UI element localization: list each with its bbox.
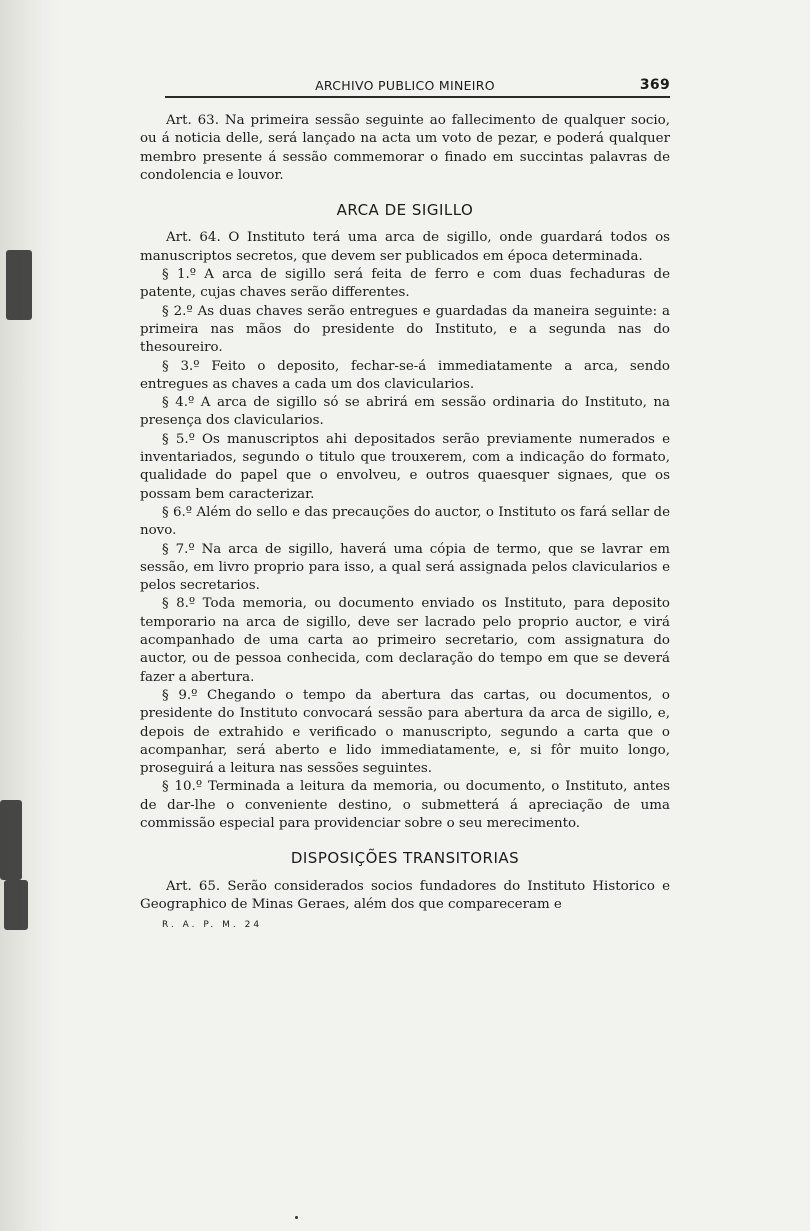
- section-heading-arca: ARCA DE SIGILLO: [336, 201, 474, 220]
- paragraph-9: § 9.º Chegando o tempo da abertura das cartas, ou documentos, o presidente do Instituto convocará sessão para abertura da arca de sigillo, e, depois de extrahido e verificado o manuscripto, segundo a carta que o acompanhar, será aberto e lido immediatamente, e, si fôr muito longo, proseguirá a leitura nas sessões seguintes.: [140, 687, 670, 777]
- paragraph-2: § 2.º As duas chaves serão entregues e guardadas da maneira seguinte: a primeira nas mãos do presidente do Instituto, e a segunda nas do thesoureiro.: [140, 303, 670, 356]
- section-heading-disposicoes: DISPOSIÇÕES TRANSITORIAS: [290, 849, 520, 868]
- paragraph-10: § 10.º Terminada a leitura da memoria, ou documento, o Instituto, antes de dar-lhe o conveniente destino, o submetterá á apreciação de uma commissão especial para providenciar sobre o seu merecimento.: [140, 779, 670, 831]
- scan-artifact: [6, 250, 32, 320]
- page-body: [140, 112, 670, 934]
- header-rule: [165, 96, 670, 98]
- article-65: Art. 65. Serão considerados socios fundadores do Instituto Historico e Geographico de Minas Geraes, além dos que compareceram e: [140, 878, 670, 912]
- article-64: Art. 64. O Instituto terá uma arca de sigillo, onde guardará todos os manuscriptos secretos, que devem ser publicados em época determinada.: [140, 230, 670, 264]
- scan-margin: [0, 0, 60, 1231]
- running-title: ARCHIVO PUBLICO MINEIRO: [315, 78, 495, 93]
- scan-speck: [295, 1216, 298, 1219]
- document-page: [140, 70, 670, 934]
- scan-artifact: [4, 880, 28, 930]
- paragraph-8: § 8.º Toda memoria, ou documento enviado os Instituto, para deposito temporario na arca de sigillo, deve ser lacrado pelo proprio auctor, e virá acompanhado de uma carta ao primeiro secretario, com assignatura do auctor, ou de pessoa conhecida, com declaração do tempo em que se deverá fazer a abertura.: [140, 596, 670, 685]
- running-header: [140, 70, 670, 98]
- paragraph-1: § 1.º A arca de sigillo será feita de ferro e com duas fechaduras de patente, cujas chaves serão differentes.: [140, 267, 670, 301]
- paragraph-6: § 6.º Além do sello e das precauções do auctor, o Instituto os fará sellar de novo.: [140, 504, 670, 539]
- scan-artifact: [0, 800, 22, 880]
- signature-mark: R. A. P. M. 24: [162, 920, 263, 931]
- article-63: Art. 63. Na primeira sessão seguinte ao fallecimento de qualquer socio, ou á noticia delle, será lançado na acta um voto de pezar, e poderá qualquer membro presente á sessão commemorar o finado em succintas palavras de condolencia e louvor.: [140, 113, 670, 183]
- paragraph-5: § 5.º Os manuscriptos ahi depositados serão previamente numerados e inventariados, segundo o titulo que trouxerem, com a indicação do formato, qualidade do papel que o envolveu, e outros quaesquer signaes, que os possam bem caracterizar.: [140, 431, 670, 502]
- page-number: 369: [639, 77, 670, 93]
- paragraph-4: § 4.º A arca de sigillo só se abrirá em sessão ordinaria do Instituto, na presença dos clavicularios.: [140, 395, 670, 429]
- paragraph-7: § 7.º Na arca de sigillo, haverá uma cópia de termo, que se lavrar em sessão, em livro proprio para isso, a qual será assignada pelos clavicularios e pelos secretarios.: [140, 541, 670, 594]
- paragraph-3: § 3.º Feito o deposito, fechar-se-á immediatamente a arca, sendo entregues as chaves a cada um dos clavicularios.: [140, 358, 670, 392]
